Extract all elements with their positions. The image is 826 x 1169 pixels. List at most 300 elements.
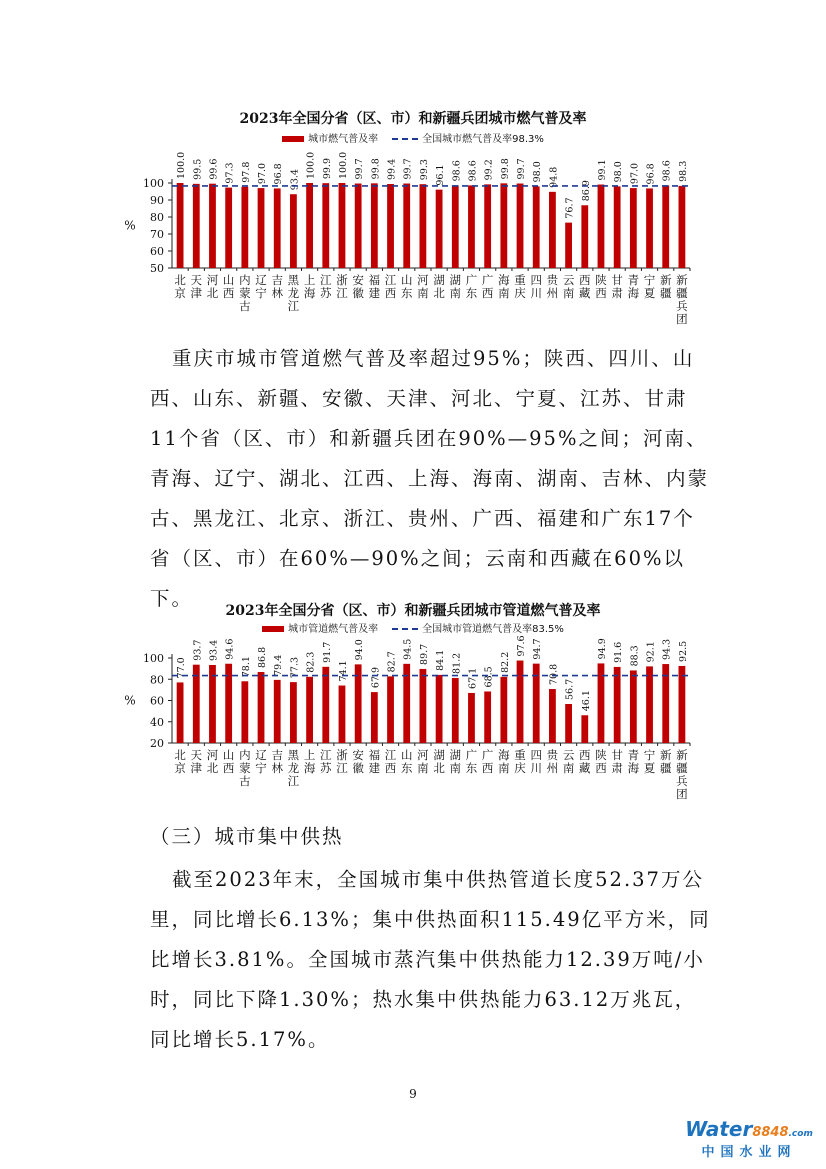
category-label	[288, 273, 300, 313]
category-label-char: 川	[530, 286, 542, 300]
category-label-char: 海	[303, 286, 316, 300]
watermark-number: 8848	[752, 1125, 789, 1140]
data-label: 82.7	[386, 651, 398, 673]
category-label-char: 建	[368, 761, 381, 775]
category-label-char: 苏	[320, 286, 332, 300]
category-label-char: 西	[595, 761, 607, 775]
category-label-char: 河	[206, 748, 219, 762]
category-label-char: 青	[627, 273, 640, 287]
category-label-char: 内	[239, 273, 251, 287]
chart-plot	[0, 108, 826, 330]
category-label-char: 疆	[676, 761, 688, 775]
category-label	[352, 273, 364, 300]
y-tick-label: 70	[150, 228, 164, 241]
data-label: 68.5	[483, 666, 495, 688]
category-label	[498, 273, 510, 300]
category-label-char: 林	[271, 761, 283, 775]
bar	[452, 678, 459, 743]
category-label-char: 广	[465, 748, 478, 762]
category-label	[547, 748, 560, 775]
bar	[274, 680, 281, 743]
category-label	[450, 748, 462, 775]
bar	[420, 669, 427, 743]
category-label-char: 陕	[595, 748, 607, 762]
data-label: 93.4	[289, 169, 301, 191]
category-label-char: 庆	[514, 761, 526, 775]
bar	[209, 665, 216, 743]
chart-title: 2023年全国分省（区、市）和新疆兵团城市燃气普及率	[239, 111, 587, 127]
bar	[371, 692, 378, 743]
category-label-char: 山	[222, 273, 235, 287]
category-label-char: 西	[384, 286, 397, 300]
data-label: 93.7	[192, 639, 204, 661]
category-label-char: 浙	[336, 748, 348, 762]
data-label: 98.6	[451, 160, 463, 182]
bar	[387, 676, 394, 743]
data-label: 91.7	[321, 641, 333, 663]
bar	[581, 205, 588, 268]
data-label: 99.9	[321, 158, 333, 180]
data-label: 99.8	[499, 158, 511, 180]
category-label-char: 徽	[352, 286, 364, 300]
category-label-char: 辽	[255, 273, 267, 287]
body-paragraph: 重庆市城市管道燃气普及率超过95%；陕西、四川、山西、山东、新疆、安徽、天津、河北、宁夏、江苏、甘肃11个省（区、市）和新疆兵团在90%—95%之间；河南、青海、辽宁、湖北、江西、上海、海南、湖南、吉林、内蒙古、黑龙江、北京、浙江、贵州、广西、福建和广东17个省（区、市）在60%—90%之间；云南和西藏在60%以下。	[150, 347, 710, 610]
category-label	[660, 273, 672, 300]
category-label-char: 津	[190, 286, 203, 300]
bar	[355, 184, 362, 268]
category-label-char: 京	[174, 286, 186, 300]
category-label-char: 北	[433, 761, 445, 775]
category-label	[369, 273, 381, 300]
bar	[549, 689, 556, 743]
category-label-char: 海	[303, 761, 316, 775]
category-label-char: 古	[239, 299, 251, 313]
category-label-char: 新	[676, 748, 688, 762]
bar	[646, 666, 653, 743]
bar	[306, 183, 313, 268]
category-label	[579, 748, 591, 775]
y-tick-label: 100	[143, 652, 164, 665]
category-label-char: 湖	[433, 748, 445, 762]
data-label: 99.8	[370, 158, 382, 180]
data-label: 89.7	[418, 643, 430, 665]
bar	[193, 665, 200, 743]
category-label	[304, 748, 316, 775]
category-label-char: 河	[417, 273, 429, 287]
category-label-char: 团	[676, 787, 688, 801]
data-label: 91.6	[613, 641, 625, 663]
data-label: 100.0	[305, 151, 317, 179]
bar	[371, 183, 378, 268]
category-label-char: 西	[222, 761, 235, 775]
y-tick-label: 50	[150, 262, 164, 275]
category-label-char: 林	[271, 286, 283, 300]
category-label	[271, 273, 283, 300]
category-label	[369, 748, 381, 775]
y-tick-label: 80	[150, 211, 164, 224]
category-label-char: 疆	[676, 286, 688, 300]
y-tick-label: 60	[150, 694, 164, 708]
category-label	[239, 748, 251, 788]
category-label	[530, 748, 542, 775]
category-label-char: 东	[400, 761, 413, 775]
category-label	[174, 273, 186, 300]
category-label-char: 夏	[643, 761, 656, 775]
category-label	[450, 273, 462, 300]
category-label-char: 新	[659, 748, 672, 762]
category-label	[433, 748, 445, 775]
category-label	[320, 273, 332, 300]
category-label-char: 南	[562, 286, 575, 300]
data-label: 79.4	[273, 654, 285, 676]
bar	[517, 184, 524, 268]
category-label-char: 疆	[659, 286, 672, 300]
data-label: 92.5	[677, 640, 689, 662]
category-label-char: 安	[352, 273, 364, 287]
category-label-char: 四	[530, 273, 542, 287]
category-label	[417, 748, 429, 775]
category-label-char: 上	[303, 748, 316, 762]
category-label	[514, 748, 526, 775]
category-label	[191, 748, 203, 775]
category-label	[676, 273, 688, 326]
category-label-char: 西	[222, 286, 235, 300]
category-label-char: 吉	[271, 748, 283, 762]
category-label-char: 西	[481, 761, 494, 775]
bar	[484, 691, 491, 743]
category-label-char: 天	[190, 273, 203, 287]
data-label: 99.7	[354, 158, 366, 180]
data-label: 88.3	[629, 645, 641, 667]
y-tick-label: 100	[143, 177, 164, 190]
category-label-char: 藏	[579, 761, 591, 775]
bar	[452, 185, 459, 268]
category-label-char: 辽	[255, 748, 267, 762]
category-label	[579, 273, 591, 300]
bar	[241, 681, 248, 743]
category-label	[676, 748, 688, 801]
category-label	[482, 273, 494, 300]
bar	[339, 183, 346, 268]
bar	[177, 183, 184, 268]
category-label-char: 云	[562, 748, 575, 762]
category-label-char: 海	[627, 761, 640, 775]
bar	[420, 184, 427, 268]
category-label	[514, 273, 526, 300]
category-label-char: 重	[514, 273, 526, 287]
category-label-char: 蒙	[239, 761, 251, 775]
category-label	[595, 748, 607, 775]
category-label-char: 江	[336, 761, 348, 775]
data-label: 77.0	[176, 657, 188, 679]
category-label-char: 青	[627, 748, 640, 762]
category-label-char: 江	[336, 286, 348, 300]
category-label	[644, 273, 656, 300]
bar	[581, 715, 588, 743]
bar	[630, 188, 637, 268]
bar	[258, 188, 265, 268]
bar	[339, 686, 346, 743]
data-label: 93.4	[208, 639, 220, 662]
data-label: 99.3	[418, 159, 430, 181]
category-label-char: 内	[239, 748, 251, 762]
category-label-char: 新	[676, 273, 688, 287]
category-label-char: 西	[481, 286, 494, 300]
category-label-char: 南	[498, 286, 510, 300]
category-label-char: 湖	[449, 748, 462, 762]
category-label	[288, 748, 300, 788]
data-label: 84.1	[435, 649, 447, 671]
data-label: 99.1	[596, 159, 608, 181]
data-label: 97.6	[516, 635, 528, 657]
category-label	[336, 273, 348, 300]
category-label-char: 甘	[611, 273, 623, 287]
y-tick-label: 90	[150, 194, 164, 207]
data-label: 82.3	[305, 651, 317, 673]
data-label: 94.3	[661, 638, 673, 661]
category-label-char: 北	[206, 761, 219, 775]
category-label	[174, 748, 186, 775]
y-axis-label: %	[124, 693, 136, 708]
category-label	[628, 748, 640, 775]
page-number: 9	[409, 1087, 417, 1101]
data-label: 94.8	[548, 166, 560, 188]
category-label-char: 庆	[514, 286, 526, 300]
category-label-char: 京	[174, 761, 186, 775]
category-label-char: 团	[676, 312, 688, 326]
bar	[225, 188, 232, 268]
data-label: 98.6	[661, 160, 673, 182]
bar	[646, 188, 653, 268]
data-label: 94.7	[532, 638, 544, 660]
data-label: 78.1	[240, 656, 252, 678]
category-label	[207, 273, 219, 300]
category-label-char: 藏	[579, 286, 591, 300]
category-label	[563, 748, 575, 775]
category-label-char: 北	[174, 748, 186, 762]
category-label-char: 新	[659, 273, 672, 287]
data-label: 99.4	[386, 158, 398, 181]
category-label	[255, 748, 267, 775]
category-label	[223, 748, 235, 775]
bar	[436, 190, 443, 268]
category-label-char: 湖	[449, 273, 462, 287]
category-label-char: 福	[368, 748, 381, 762]
category-label-char: 江	[384, 748, 397, 762]
category-label	[401, 273, 413, 300]
category-label-char: 宁	[643, 748, 656, 762]
category-label	[401, 748, 413, 775]
category-label	[466, 273, 478, 300]
bar	[468, 185, 475, 268]
category-label-char: 东	[465, 286, 478, 300]
data-label: 96.8	[645, 163, 657, 185]
category-label-char: 山	[400, 273, 413, 287]
data-label: 96.8	[273, 163, 285, 185]
category-label-char: 兵	[676, 774, 688, 788]
bar	[322, 667, 329, 743]
legend-line-label: 全国城市燃气普及率98.3%	[422, 134, 544, 145]
bar	[662, 185, 669, 268]
data-label: 86.8	[257, 646, 269, 669]
legend-line-label: 全国城市管道燃气普及率83.5%	[422, 624, 564, 635]
bar	[290, 194, 297, 268]
bar	[484, 184, 491, 268]
category-label-char: 山	[400, 748, 413, 762]
category-label	[239, 273, 251, 313]
category-label	[660, 748, 672, 775]
category-label-char: 苏	[320, 761, 332, 775]
bar	[679, 186, 686, 268]
category-label-char: 西	[595, 286, 607, 300]
category-label-char: 安	[352, 748, 364, 762]
bar	[290, 682, 297, 743]
category-label	[547, 273, 560, 300]
category-label-char: 陕	[595, 273, 607, 287]
data-label: 74.1	[337, 660, 349, 682]
category-label-char: 贵	[546, 748, 559, 762]
category-label-char: 川	[530, 761, 542, 775]
bar	[387, 184, 394, 268]
bar	[177, 682, 184, 743]
data-label: 98.0	[532, 161, 544, 183]
bar	[679, 666, 686, 743]
bar	[533, 186, 540, 268]
category-label-char: 河	[417, 748, 429, 762]
category-label-char: 甘	[611, 748, 623, 762]
category-label-char: 上	[303, 273, 316, 287]
data-label: 96.1	[435, 164, 447, 186]
data-label: 67.1	[467, 667, 479, 689]
category-label-char: 福	[368, 273, 381, 287]
watermark-cn: 中国水业网	[701, 1145, 797, 1160]
data-label: 94.0	[354, 639, 366, 661]
category-label	[417, 273, 429, 300]
bar	[614, 667, 621, 743]
data-label: 46.1	[580, 690, 592, 712]
category-label-char: 疆	[659, 761, 672, 775]
data-label: 99.7	[402, 158, 414, 180]
category-label-char: 西	[384, 761, 397, 775]
data-label: 100.0	[176, 151, 188, 179]
bar	[630, 670, 637, 743]
category-label-char: 湖	[433, 273, 445, 287]
category-label-char: 南	[449, 761, 462, 775]
category-label-char: 南	[417, 286, 429, 300]
watermark-logo	[684, 1117, 814, 1161]
category-label	[498, 748, 510, 775]
category-label-char: 广	[465, 273, 478, 287]
category-label-char: 云	[562, 273, 575, 287]
category-label	[595, 273, 607, 300]
data-label: 94.6	[224, 638, 236, 660]
category-label-char: 宁	[643, 273, 656, 287]
bar	[274, 188, 281, 268]
bar	[209, 184, 216, 268]
data-label: 99.7	[516, 158, 528, 180]
category-label-char: 徽	[352, 761, 364, 775]
data-label: 81.2	[451, 652, 463, 674]
category-label	[352, 748, 364, 775]
bar	[614, 186, 621, 268]
y-tick-label: 20	[150, 737, 164, 750]
bar	[403, 184, 410, 268]
bar	[517, 661, 524, 743]
category-label-char: 宁	[255, 761, 267, 775]
data-label: 98.3	[677, 160, 689, 182]
category-label-char: 重	[514, 748, 526, 762]
data-label: 82.2	[499, 651, 511, 673]
bar	[241, 187, 248, 268]
data-label: 99.6	[208, 158, 220, 180]
category-label-char: 江	[320, 273, 332, 287]
category-label	[563, 273, 575, 300]
category-label-char: 南	[417, 761, 429, 775]
category-label	[385, 273, 397, 300]
data-label: 70.8	[548, 663, 560, 686]
data-label: 98.6	[467, 160, 479, 182]
category-label	[530, 273, 542, 300]
y-tick-label: 60	[150, 245, 164, 258]
bar	[565, 223, 572, 268]
category-label	[611, 273, 623, 300]
category-label-char: 南	[562, 761, 575, 775]
bar	[500, 677, 507, 743]
category-label-char: 龙	[287, 286, 300, 300]
category-label	[385, 748, 397, 775]
category-label	[191, 273, 203, 300]
category-label-char: 建	[368, 286, 381, 300]
category-label-char: 黑	[287, 748, 300, 762]
data-label: 94.9	[596, 638, 608, 660]
category-label-char: 蒙	[239, 286, 251, 300]
category-label-char: 浙	[336, 273, 348, 287]
category-label	[207, 748, 219, 775]
bar	[436, 675, 443, 743]
category-label-char: 天	[190, 748, 203, 762]
section-heading: （三）城市集中供热	[150, 825, 344, 848]
category-label-char: 州	[546, 286, 559, 300]
category-label-char: 海	[498, 748, 510, 762]
data-label: 76.7	[564, 197, 576, 219]
category-label	[271, 748, 283, 775]
category-label-char: 贵	[546, 273, 559, 287]
y-axis-label: %	[124, 218, 136, 233]
category-label-char: 北	[174, 273, 186, 287]
category-label-char: 广	[481, 273, 494, 287]
data-label: 67.9	[370, 666, 382, 689]
bar	[306, 677, 313, 743]
watermark-brand: Water	[685, 1117, 753, 1141]
legend-bar-label: 城市管道燃气普及率	[288, 624, 379, 635]
bar	[193, 184, 200, 268]
body-paragraph: 截至2023年末，全国城市集中供热管道长度52.37万公里，同比增长6.13%；集中供热面积115.49亿平方米，同比增长3.81%。全国城市蒸汽集中供热能力12.39万吨/小时，同比下降1.30%；热水集中供热能力63.12万兆瓦，同比增长5.17%。	[150, 868, 711, 1051]
category-label-char: 海	[498, 273, 510, 287]
data-label: 77.3	[289, 656, 301, 679]
bar	[322, 183, 329, 268]
data-label: 99.5	[192, 158, 204, 180]
bar	[565, 704, 572, 743]
category-label-char: 吉	[271, 273, 283, 287]
category-label	[611, 748, 623, 775]
category-label-char: 四	[530, 748, 542, 762]
data-label: 97.8	[240, 161, 252, 183]
watermark-suffix: .com	[788, 1129, 813, 1139]
bar	[258, 672, 265, 743]
data-label: 100.0	[337, 151, 349, 179]
category-label-char: 山	[222, 748, 235, 762]
category-label	[644, 748, 656, 775]
